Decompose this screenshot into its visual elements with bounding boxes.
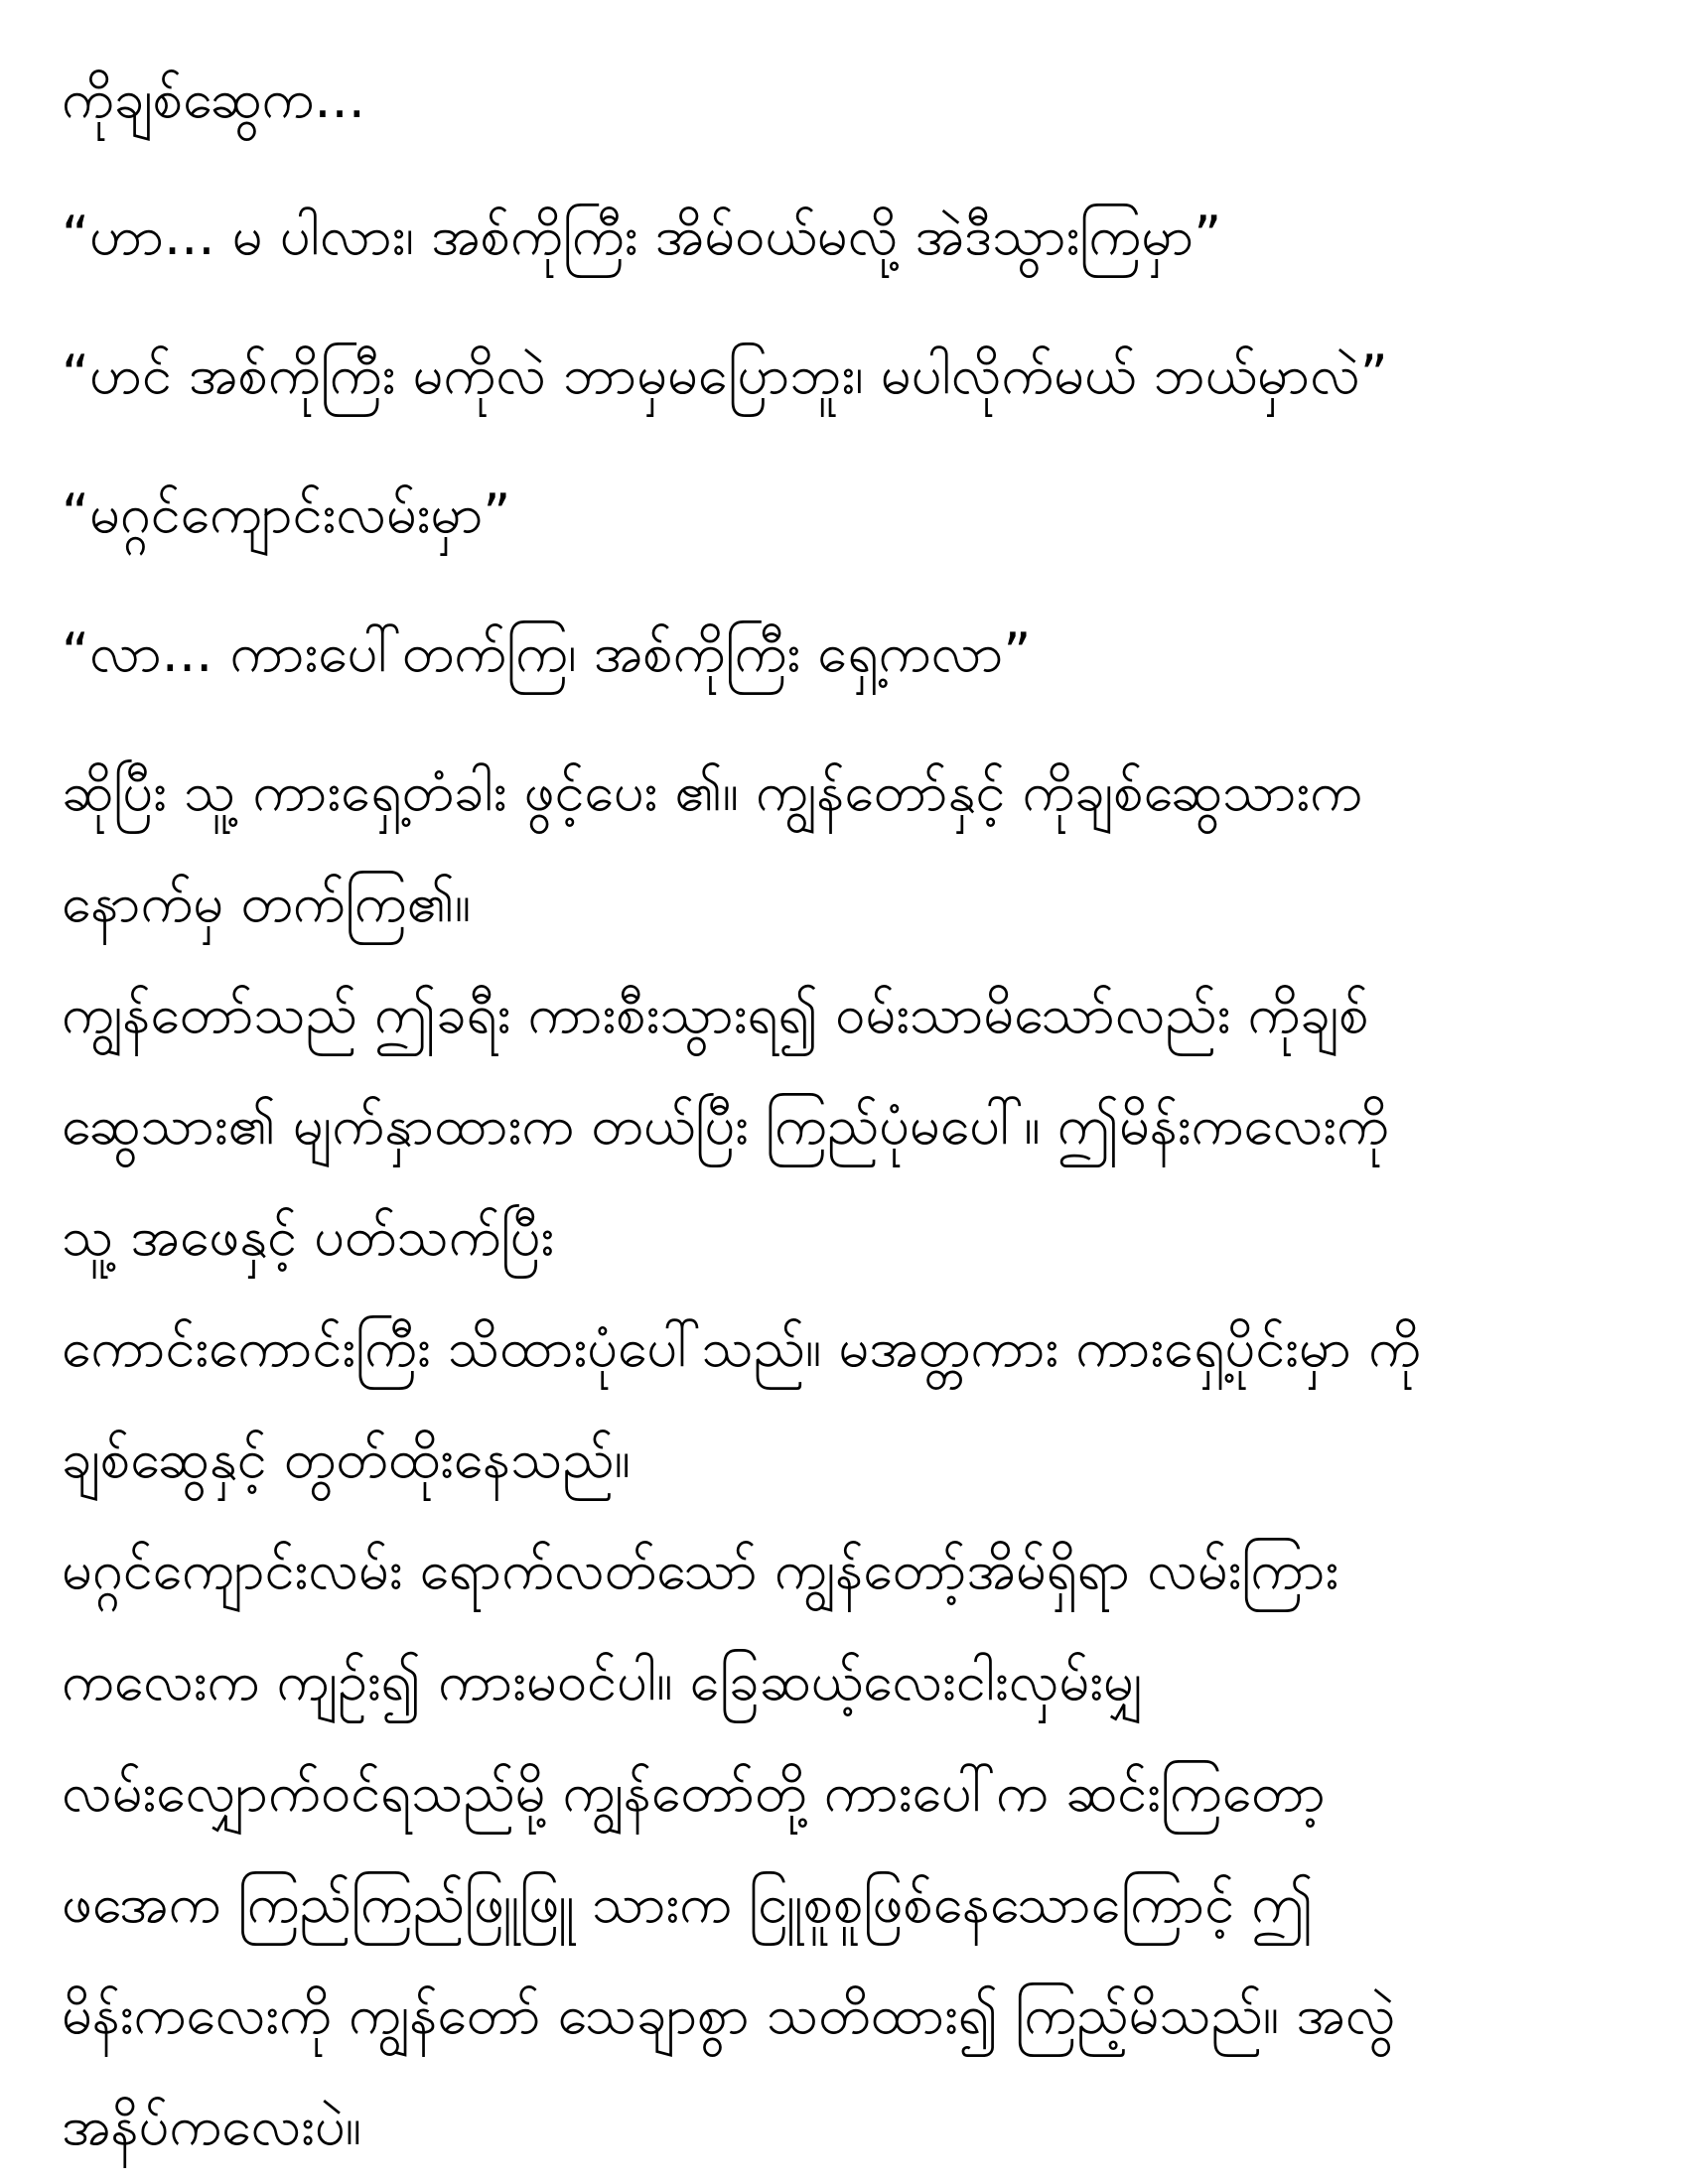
- text-line: အနိပ်ကလေးပဲ။: [62, 2095, 361, 2157]
- text-line: ဖအေက ကြည်ကြည်ဖြူဖြူ သားက ငြူစူစူဖြစ်နေသောကြောင့် ဤ: [62, 1872, 1314, 1935]
- text-line: ကောင်းကောင်းကြီး သိထားပုံပေါ်သည်။ မအတ္တကား ကားရှေ့ပိုင်းမှာ ကို: [62, 1316, 1421, 1379]
- narrative-paragraph-2: [62, 959, 1628, 1515]
- text-line: သူ့ အဖေနှင့် ပတ်သက်ပြီး: [62, 1205, 555, 1268]
- dialogue-section: [62, 181, 1628, 709]
- text-line: နောက်မှ တက်ကြ၏။: [62, 872, 472, 934]
- text-line: ဆွေသား၏ မျက်နှာထားက တယ်ပြီး ကြည်ပုံမပေါ်။ ဤမိန်းကလေးကို: [62, 1094, 1389, 1157]
- text-line: ဆိုပြီး သူ့ ကားရှေ့တံခါး ဖွင့်ပေး ၏။ ကျွန်တော်နှင့် ကိုချစ်ဆွေသားက: [62, 760, 1362, 823]
- narrative-paragraph-3: [62, 1515, 1628, 2182]
- text-line: မဂ္ဂင်ကျောင်းလမ်း ရောက်လတ်သော် ကျွန်တော့်အိမ်ရှိရာ လမ်းကြား: [62, 1539, 1339, 1601]
- intro-paragraph: [62, 44, 1628, 155]
- text-line: လမ်းလျှောက်ဝင်ရသည်မို့ ကျွန်တော်တို့ ကားပေါ်က ဆင်းကြတော့: [62, 1761, 1326, 1824]
- dialogue-line-4: “လာ... ကားပေါ်တက်ကြ၊ အစ်ကိုကြီး ရှေ့ကလာ”: [62, 621, 1032, 684]
- dialogue-line-1: “ဟာ... မ ပါလား၊ အစ်ကိုကြီး အိမ်ဝယ်မလို့ အဲဒီသွားကြမှာ”: [62, 205, 1222, 267]
- dialogue-line-2: “ဟင် အစ်ကိုကြီး မကိုလဲ ဘာမှမပြောဘူး၊ မပါလိုက်မယ် ဘယ်မှာလဲ”: [62, 343, 1388, 406]
- intro-line: ကိုချစ်ဆွေက...: [62, 68, 365, 130]
- text-line: ကလေးက ကျဉ်း၍ ကားမဝင်ပါ။ ခြေဆယ့်လေးငါးလှမ်းမျှ: [62, 1650, 1145, 1712]
- text-line: ချစ်ဆွေနှင့် တွတ်ထိုးနေသည်။: [62, 1428, 631, 1490]
- narrative-paragraph-1: [62, 737, 1628, 959]
- text-line: မိန်းကလေးကို ကျွန်တော် သေချာစွာ သတိထား၍ ကြည့်မိသည်။ အလွဲ: [62, 1983, 1396, 2046]
- text-line: ကျွန်တော်သည် ဤခရီး ကားစီးသွားရ၍ ဝမ်းသာမိသော်လည်း ကိုချစ်: [62, 983, 1369, 1045]
- dialogue-line-3: “မဂ္ဂင်ကျောင်းလမ်းမှာ”: [62, 482, 511, 545]
